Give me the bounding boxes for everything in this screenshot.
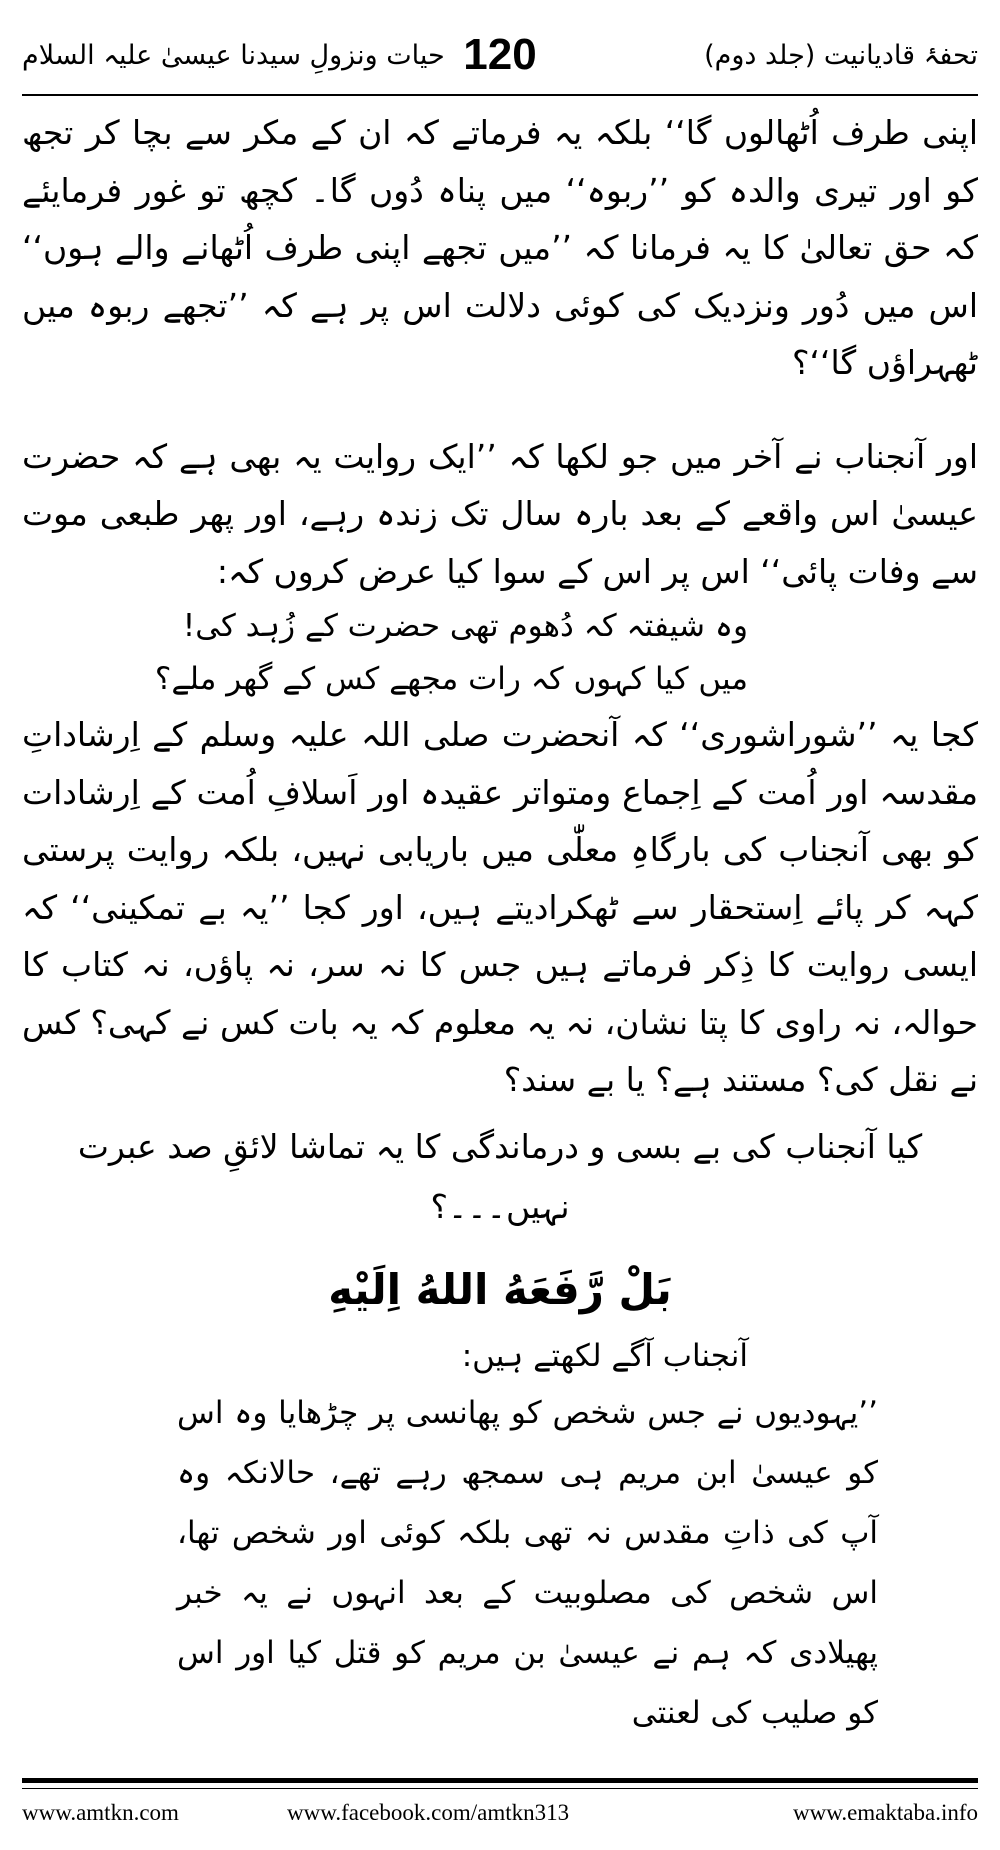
page-header [22,30,978,90]
page-body [22,104,978,1743]
page-number: 120 [463,30,537,79]
page-footer [22,1800,978,1840]
footer-rule-thin [22,1788,978,1789]
footer-rule-thick [22,1778,978,1783]
paragraph-2: اور آنجناب نے آخر میں جو لکھا کہ ’’ایک روایت یہ بھی ہے کہ حضرت عیسیٰ اس واقعے کے بعد بارہ سال تک زندہ رہے، اور پھر طبعی موت سے وفات پائی‘‘ اس پر اس کے سوا کیا عرض کروں کہ: [22,436,978,591]
block-quote: ’’یہودیوں نے جس شخص کو پھانسی پر چڑھایا وہ اس کو عیسیٰ ابن مریم ہی سمجھ رہے تھے، حالانکہ وہ آپ کی ذاتِ مقدس نہ تھی بلکہ کوئی اور شخص تھا، اس شخص کی مصلوبیت کے بعد انہوں نے یہ خبر پھیلادی کہ ہم نے عیسیٰ بن مریم کو قتل کیا اور اس کو صلیب کی لعنتی [177,1394,878,1731]
section-heading: بَلْ رَّفَعَهُ اللهُ اِلَيْهِ [328,1264,672,1314]
header-rule [22,94,978,96]
chapter-title: حیات ونزولِ سیدنا عیسیٰ علیہ السلام [22,40,445,71]
footer-link-amtkn[interactable]: www.amtkn.com [22,1800,179,1825]
book-title: تحفۂ قادیانیت (جلد دوم) [704,40,978,71]
paragraph-3: کجا یہ ’’شوراشوری‘‘ کہ آنحضرت صلی اللہ علیہ وسلم کے اِرشاداتِ مقدسہ اور اُمت کے اِجماع ومتواتر عقیدہ اور اَسلافِ اُمت کے اِرشادات کو بھی آنجناب کی بارگاہِ معلّٰی میں باریابی نہیں، بلکہ روایت پرستی کہہ کر پائے اِستحقار سے ٹھکرادیتے ہیں، اور کجا ’’یہ بے تمکینی‘‘ کہ ایسی روایت کا ذِکر فرماتے ہیں جس کا نہ سر، نہ پاؤں، نہ کتاب کا حوالہ، نہ راوی کا پتا نشان، نہ یہ معلوم کہ یہ بات کس نے کہی؟ کس نے نقل کی؟ مستند ہے؟ یا بے سند؟ [22,715,978,1099]
paragraph-gap [22,392,978,428]
verse-line-2: میں کیا کہوں کہ رات مجھے کس کے گھر ملے؟ [154,661,748,697]
quote-intro: آنجناب آگے لکھتے ہیں: [461,1337,748,1374]
centered-question: کیا آنجناب کی بے بسی و درماندگی کا یہ تماشا لائقِ صد عبرت نہیں۔۔۔؟ [77,1126,923,1226]
footer-link-emaktaba[interactable]: www.emaktaba.info [793,1800,978,1825]
footer-link-facebook[interactable]: www.facebook.com/amtkn313 [287,1800,570,1825]
verse-line-1: وہ شیفتہ کہ دُھوم تھی حضرت کے زُہد کی! [182,608,748,644]
paragraph-1: اپنی طرف اُٹھالوں گا‘‘ بلکہ یہ فرماتے کہ ان کے مکر سے بچا کر تجھ کو اور تیری والدہ کو ’’ربوہ‘‘ میں پناہ دُوں گا۔ کچھ تو غور فرمایئے کہ حق تعالیٰ کا یہ فرمانا کہ ’’میں تجھے اپنی طرف اُٹھانے والے ہوں‘‘ اس میں دُور ونزدیک کی کوئی دلالت اس پر ہے کہ ’’تجھے ربوہ میں ٹھہراؤں گا‘‘؟ [22,113,978,382]
